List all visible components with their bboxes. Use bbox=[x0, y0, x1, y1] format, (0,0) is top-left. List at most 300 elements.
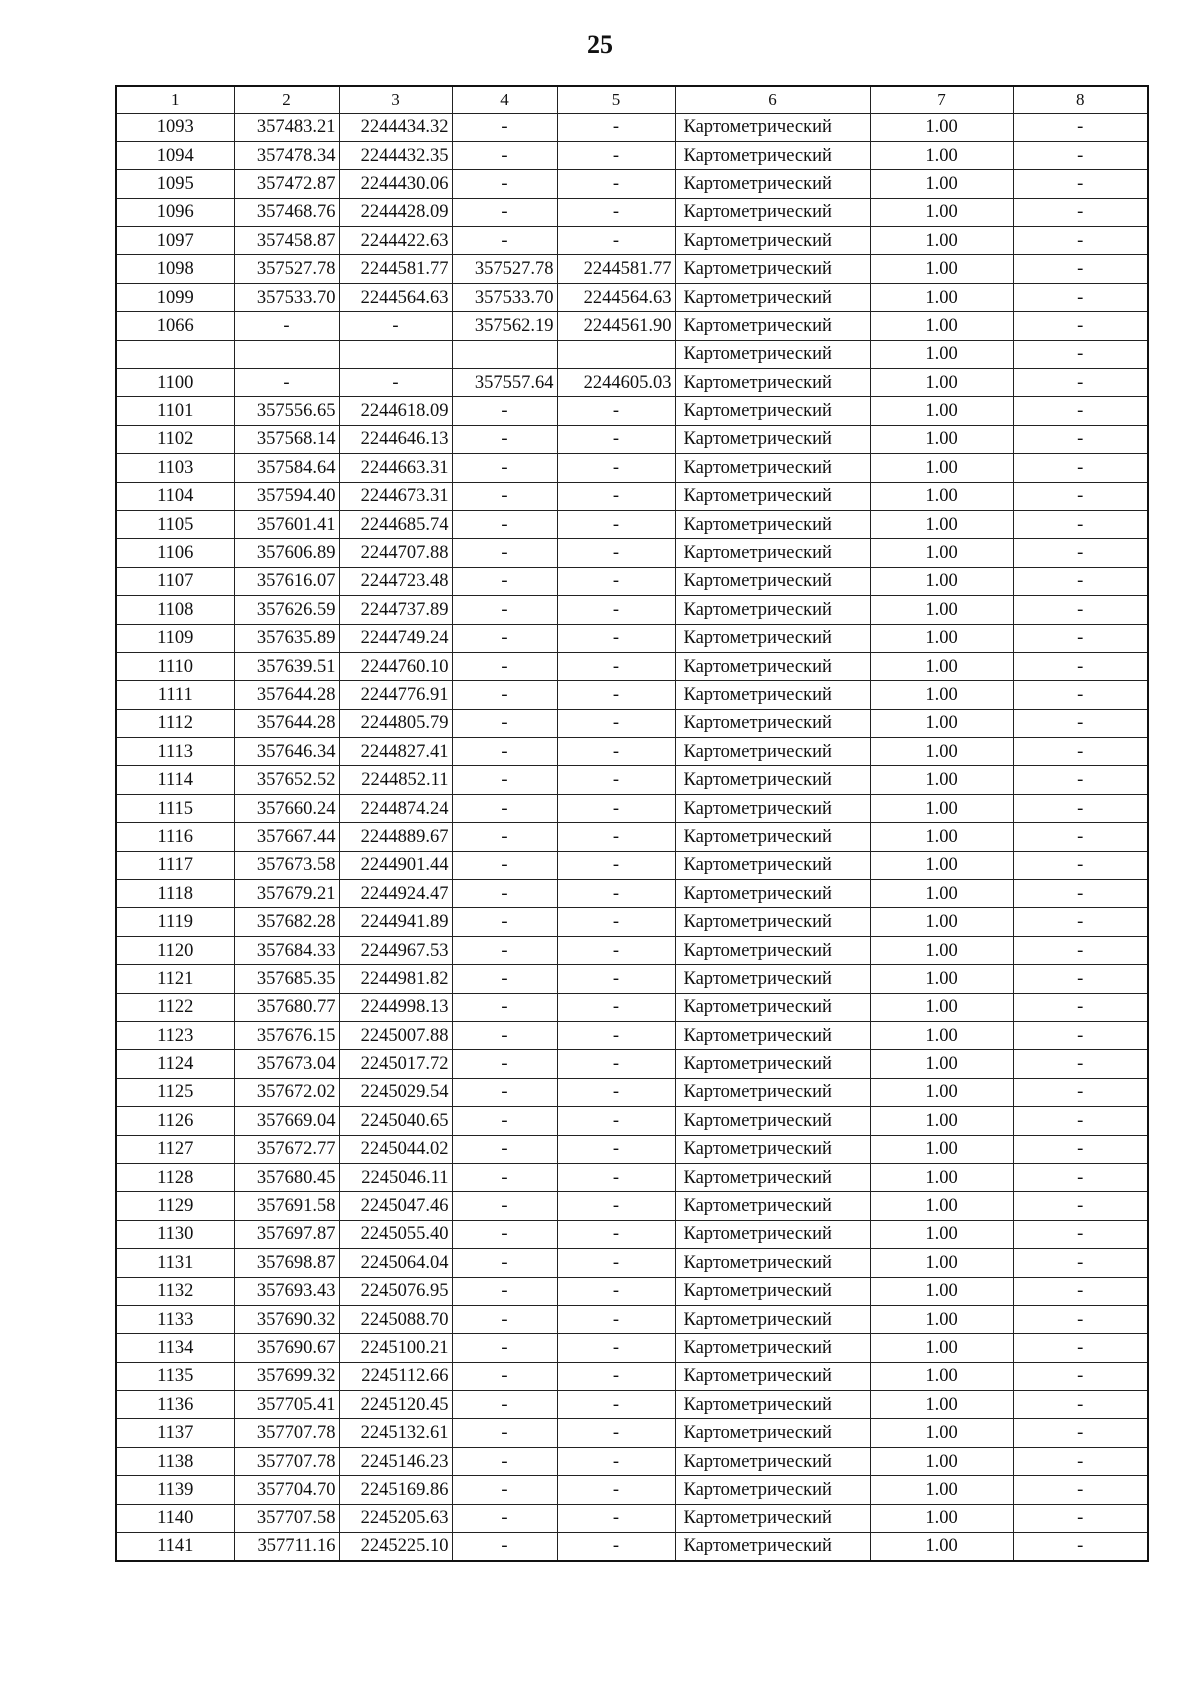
note-cell: - bbox=[1013, 227, 1148, 255]
note-cell: - bbox=[1013, 709, 1148, 737]
table-row bbox=[116, 141, 1148, 169]
y-new-cell: - bbox=[557, 1533, 675, 1561]
method-cell: Картометрический bbox=[675, 1078, 870, 1106]
accuracy-cell: 1.00 bbox=[870, 652, 1013, 680]
accuracy-cell: 1.00 bbox=[870, 510, 1013, 538]
x-cell: 357533.70 bbox=[234, 283, 339, 311]
table-row bbox=[116, 567, 1148, 595]
table-row bbox=[116, 908, 1148, 936]
table-row bbox=[116, 1447, 1148, 1475]
table-row bbox=[116, 880, 1148, 908]
x-new-cell: - bbox=[452, 908, 557, 936]
x-cell: 357699.32 bbox=[234, 1362, 339, 1390]
x-new-cell: - bbox=[452, 624, 557, 652]
note-cell: - bbox=[1013, 425, 1148, 453]
accuracy-cell: 1.00 bbox=[870, 1447, 1013, 1475]
method-cell: Картометрический bbox=[675, 766, 870, 794]
note-cell: - bbox=[1013, 1107, 1148, 1135]
table-row bbox=[116, 113, 1148, 141]
x-new-cell: - bbox=[452, 1050, 557, 1078]
accuracy-cell: 1.00 bbox=[870, 1419, 1013, 1447]
y-new-cell: - bbox=[557, 965, 675, 993]
x-new-cell: - bbox=[452, 794, 557, 822]
table-row bbox=[116, 1277, 1148, 1305]
accuracy-cell: 1.00 bbox=[870, 794, 1013, 822]
y-cell: 2244564.63 bbox=[339, 283, 452, 311]
table-row bbox=[116, 766, 1148, 794]
accuracy-cell: 1.00 bbox=[870, 113, 1013, 141]
y-cell: 2245046.11 bbox=[339, 1163, 452, 1191]
y-new-cell: - bbox=[557, 1305, 675, 1333]
point-number-cell: 1127 bbox=[116, 1135, 234, 1163]
accuracy-cell: 1.00 bbox=[870, 141, 1013, 169]
y-cell: 2244646.13 bbox=[339, 425, 452, 453]
y-new-cell: - bbox=[557, 539, 675, 567]
accuracy-cell: 1.00 bbox=[870, 880, 1013, 908]
method-cell: Картометрический bbox=[675, 851, 870, 879]
y-cell: 2244874.24 bbox=[339, 794, 452, 822]
note-cell: - bbox=[1013, 1334, 1148, 1362]
method-cell: Картометрический bbox=[675, 1305, 870, 1333]
x-new-cell: - bbox=[452, 1419, 557, 1447]
note-cell: - bbox=[1013, 539, 1148, 567]
method-cell: Картометрический bbox=[675, 454, 870, 482]
method-cell: Картометрический bbox=[675, 369, 870, 397]
y-new-cell: - bbox=[557, 880, 675, 908]
method-cell: Картометрический bbox=[675, 1476, 870, 1504]
y-new-cell: - bbox=[557, 227, 675, 255]
table-row bbox=[116, 681, 1148, 709]
y-new-cell: - bbox=[557, 1391, 675, 1419]
method-cell: Картометрический bbox=[675, 1391, 870, 1419]
y-cell: 2244422.63 bbox=[339, 227, 452, 255]
y-new-cell: - bbox=[557, 198, 675, 226]
y-cell: 2244967.53 bbox=[339, 936, 452, 964]
method-cell: Картометрический bbox=[675, 1050, 870, 1078]
y-cell: 2244673.31 bbox=[339, 482, 452, 510]
x-new-cell: - bbox=[452, 851, 557, 879]
accuracy-cell: 1.00 bbox=[870, 1163, 1013, 1191]
x-new-cell: - bbox=[452, 170, 557, 198]
accuracy-cell: 1.00 bbox=[870, 936, 1013, 964]
accuracy-cell: 1.00 bbox=[870, 766, 1013, 794]
y-cell: 2245146.23 bbox=[339, 1447, 452, 1475]
accuracy-cell: 1.00 bbox=[870, 993, 1013, 1021]
x-new-cell: - bbox=[452, 454, 557, 482]
x-new-cell: - bbox=[452, 141, 557, 169]
method-cell: Картометрический bbox=[675, 1504, 870, 1532]
point-number-cell: 1133 bbox=[116, 1305, 234, 1333]
accuracy-cell: 1.00 bbox=[870, 851, 1013, 879]
y-new-cell: - bbox=[557, 425, 675, 453]
accuracy-cell: 1.00 bbox=[870, 1192, 1013, 1220]
column-header-2: 2 bbox=[234, 86, 339, 113]
y-cell: 2244663.31 bbox=[339, 454, 452, 482]
y-new-cell: - bbox=[557, 652, 675, 680]
method-cell: Картометрический bbox=[675, 1334, 870, 1362]
y-new-cell: - bbox=[557, 1277, 675, 1305]
x-cell: 357680.45 bbox=[234, 1163, 339, 1191]
x-new-cell: - bbox=[452, 539, 557, 567]
note-cell: - bbox=[1013, 170, 1148, 198]
y-new-cell: - bbox=[557, 1050, 675, 1078]
x-cell: 357673.04 bbox=[234, 1050, 339, 1078]
method-cell: Картометрический bbox=[675, 340, 870, 368]
x-cell: 357478.34 bbox=[234, 141, 339, 169]
point-number-cell: 1124 bbox=[116, 1050, 234, 1078]
table-row bbox=[116, 1419, 1148, 1447]
x-new-cell: - bbox=[452, 965, 557, 993]
table-row bbox=[116, 965, 1148, 993]
y-new-cell: - bbox=[557, 993, 675, 1021]
note-cell: - bbox=[1013, 1533, 1148, 1561]
note-cell: - bbox=[1013, 454, 1148, 482]
point-number-cell: 1115 bbox=[116, 794, 234, 822]
point-number-cell: 1101 bbox=[116, 397, 234, 425]
table-row bbox=[116, 652, 1148, 680]
point-number-cell: 1103 bbox=[116, 454, 234, 482]
table-row bbox=[116, 1504, 1148, 1532]
y-cell: 2244852.11 bbox=[339, 766, 452, 794]
y-cell: 2245047.46 bbox=[339, 1192, 452, 1220]
x-cell: 357468.76 bbox=[234, 198, 339, 226]
x-cell: 357673.58 bbox=[234, 851, 339, 879]
point-number-cell: 1117 bbox=[116, 851, 234, 879]
point-number-cell: 1113 bbox=[116, 738, 234, 766]
accuracy-cell: 1.00 bbox=[870, 397, 1013, 425]
y-new-cell: - bbox=[557, 141, 675, 169]
y-new-cell: - bbox=[557, 510, 675, 538]
accuracy-cell: 1.00 bbox=[870, 1504, 1013, 1532]
y-new-cell: - bbox=[557, 1476, 675, 1504]
x-new-cell: - bbox=[452, 1362, 557, 1390]
y-cell: 2245055.40 bbox=[339, 1220, 452, 1248]
accuracy-cell: 1.00 bbox=[870, 482, 1013, 510]
note-cell: - bbox=[1013, 823, 1148, 851]
method-cell: Картометрический bbox=[675, 170, 870, 198]
method-cell: Картометрический bbox=[675, 1192, 870, 1220]
x-new-cell: - bbox=[452, 738, 557, 766]
y-new-cell: - bbox=[557, 1447, 675, 1475]
note-cell: - bbox=[1013, 1022, 1148, 1050]
x-cell: 357644.28 bbox=[234, 709, 339, 737]
table-row bbox=[116, 312, 1148, 340]
x-cell: 357680.77 bbox=[234, 993, 339, 1021]
method-cell: Картометрический bbox=[675, 1447, 870, 1475]
x-cell: - bbox=[234, 312, 339, 340]
method-cell: Картометрический bbox=[675, 1249, 870, 1277]
y-cell: 2244432.35 bbox=[339, 141, 452, 169]
note-cell: - bbox=[1013, 1305, 1148, 1333]
point-number-cell: 1111 bbox=[116, 681, 234, 709]
y-new-cell: 2244561.90 bbox=[557, 312, 675, 340]
y-cell: 2245120.45 bbox=[339, 1391, 452, 1419]
x-cell: 357705.41 bbox=[234, 1391, 339, 1419]
accuracy-cell: 1.00 bbox=[870, 596, 1013, 624]
x-cell: 357652.52 bbox=[234, 766, 339, 794]
x-new-cell: - bbox=[452, 1022, 557, 1050]
x-cell: 357527.78 bbox=[234, 255, 339, 283]
point-number-cell: 1140 bbox=[116, 1504, 234, 1532]
note-cell: - bbox=[1013, 1277, 1148, 1305]
x-new-cell: - bbox=[452, 198, 557, 226]
x-cell: 357483.21 bbox=[234, 113, 339, 141]
note-cell: - bbox=[1013, 1391, 1148, 1419]
table-row bbox=[116, 397, 1148, 425]
point-number-cell: 1141 bbox=[116, 1533, 234, 1561]
note-cell: - bbox=[1013, 340, 1148, 368]
method-cell: Картометрический bbox=[675, 624, 870, 652]
accuracy-cell: 1.00 bbox=[870, 1249, 1013, 1277]
y-new-cell: - bbox=[557, 1249, 675, 1277]
accuracy-cell: 1.00 bbox=[870, 1277, 1013, 1305]
accuracy-cell: 1.00 bbox=[870, 738, 1013, 766]
note-cell: - bbox=[1013, 1447, 1148, 1475]
note-cell: - bbox=[1013, 1192, 1148, 1220]
x-new-cell: 357562.19 bbox=[452, 312, 557, 340]
x-cell: - bbox=[234, 369, 339, 397]
point-number-cell: 1123 bbox=[116, 1022, 234, 1050]
y-cell: 2245225.10 bbox=[339, 1533, 452, 1561]
table-header bbox=[116, 86, 1148, 113]
y-cell: 2245205.63 bbox=[339, 1504, 452, 1532]
table-row bbox=[116, 1022, 1148, 1050]
x-cell: 357690.67 bbox=[234, 1334, 339, 1362]
accuracy-cell: 1.00 bbox=[870, 1305, 1013, 1333]
method-cell: Картометрический bbox=[675, 1533, 870, 1561]
x-new-cell: 357527.78 bbox=[452, 255, 557, 283]
method-cell: Картометрический bbox=[675, 993, 870, 1021]
accuracy-cell: 1.00 bbox=[870, 1220, 1013, 1248]
accuracy-cell: 1.00 bbox=[870, 965, 1013, 993]
x-new-cell: - bbox=[452, 993, 557, 1021]
method-cell: Картометрический bbox=[675, 1419, 870, 1447]
method-cell: Картометрический bbox=[675, 1107, 870, 1135]
point-number-cell: 1138 bbox=[116, 1447, 234, 1475]
point-number-cell: 1139 bbox=[116, 1476, 234, 1504]
x-cell: 357584.64 bbox=[234, 454, 339, 482]
y-cell: 2244827.41 bbox=[339, 738, 452, 766]
x-cell: 357711.16 bbox=[234, 1533, 339, 1561]
x-cell: 357704.70 bbox=[234, 1476, 339, 1504]
note-cell: - bbox=[1013, 1135, 1148, 1163]
x-new-cell: - bbox=[452, 1391, 557, 1419]
column-header-6: 6 bbox=[675, 86, 870, 113]
method-cell: Картометрический bbox=[675, 397, 870, 425]
point-number-cell: 1102 bbox=[116, 425, 234, 453]
x-new-cell: - bbox=[452, 1504, 557, 1532]
x-new-cell: - bbox=[452, 766, 557, 794]
note-cell: - bbox=[1013, 993, 1148, 1021]
point-number-cell: 1104 bbox=[116, 482, 234, 510]
table-row bbox=[116, 709, 1148, 737]
table-row bbox=[116, 1334, 1148, 1362]
x-cell: 357601.41 bbox=[234, 510, 339, 538]
accuracy-cell: 1.00 bbox=[870, 1362, 1013, 1390]
accuracy-cell: 1.00 bbox=[870, 908, 1013, 936]
accuracy-cell: 1.00 bbox=[870, 1078, 1013, 1106]
table-row bbox=[116, 454, 1148, 482]
note-cell: - bbox=[1013, 596, 1148, 624]
y-new-cell: 2244605.03 bbox=[557, 369, 675, 397]
point-number-cell: 1094 bbox=[116, 141, 234, 169]
x-cell: 357690.32 bbox=[234, 1305, 339, 1333]
accuracy-cell: 1.00 bbox=[870, 425, 1013, 453]
accuracy-cell: 1.00 bbox=[870, 369, 1013, 397]
x-cell: 357616.07 bbox=[234, 567, 339, 595]
y-cell: 2244581.77 bbox=[339, 255, 452, 283]
table-row bbox=[116, 1050, 1148, 1078]
x-new-cell: - bbox=[452, 652, 557, 680]
accuracy-cell: 1.00 bbox=[870, 567, 1013, 595]
table-row bbox=[116, 283, 1148, 311]
y-new-cell: - bbox=[557, 823, 675, 851]
y-new-cell: - bbox=[557, 1078, 675, 1106]
x-cell: 357707.58 bbox=[234, 1504, 339, 1532]
method-cell: Картометрический bbox=[675, 283, 870, 311]
x-new-cell: - bbox=[452, 1476, 557, 1504]
y-cell: 2244707.88 bbox=[339, 539, 452, 567]
column-header-1: 1 bbox=[116, 86, 234, 113]
y-cell: 2245088.70 bbox=[339, 1305, 452, 1333]
table-row bbox=[116, 596, 1148, 624]
y-cell: 2245169.86 bbox=[339, 1476, 452, 1504]
x-new-cell bbox=[452, 340, 557, 368]
x-new-cell: - bbox=[452, 681, 557, 709]
y-new-cell: - bbox=[557, 397, 675, 425]
y-cell: 2244428.09 bbox=[339, 198, 452, 226]
x-cell: 357682.28 bbox=[234, 908, 339, 936]
x-new-cell: - bbox=[452, 709, 557, 737]
note-cell: - bbox=[1013, 652, 1148, 680]
table-row bbox=[116, 1476, 1148, 1504]
x-cell: 357679.21 bbox=[234, 880, 339, 908]
point-number-cell: 1128 bbox=[116, 1163, 234, 1191]
accuracy-cell: 1.00 bbox=[870, 454, 1013, 482]
y-cell: 2245017.72 bbox=[339, 1050, 452, 1078]
point-number-cell: 1093 bbox=[116, 113, 234, 141]
table-row bbox=[116, 1220, 1148, 1248]
point-number-cell: 1122 bbox=[116, 993, 234, 1021]
x-new-cell: - bbox=[452, 880, 557, 908]
method-cell: Картометрический bbox=[675, 255, 870, 283]
accuracy-cell: 1.00 bbox=[870, 709, 1013, 737]
y-cell: 2244685.74 bbox=[339, 510, 452, 538]
note-cell: - bbox=[1013, 908, 1148, 936]
point-number-cell: 1106 bbox=[116, 539, 234, 567]
method-cell: Картометрический bbox=[675, 596, 870, 624]
accuracy-cell: 1.00 bbox=[870, 1533, 1013, 1561]
accuracy-cell: 1.00 bbox=[870, 227, 1013, 255]
note-cell: - bbox=[1013, 482, 1148, 510]
y-new-cell: 2244581.77 bbox=[557, 255, 675, 283]
x-new-cell: - bbox=[452, 1078, 557, 1106]
point-number-cell bbox=[116, 340, 234, 368]
x-new-cell: - bbox=[452, 1163, 557, 1191]
table-row bbox=[116, 227, 1148, 255]
method-cell: Картометрический bbox=[675, 965, 870, 993]
table-row bbox=[116, 170, 1148, 198]
point-number-cell: 1119 bbox=[116, 908, 234, 936]
table-row bbox=[116, 936, 1148, 964]
x-new-cell: - bbox=[452, 482, 557, 510]
y-new-cell: - bbox=[557, 596, 675, 624]
point-number-cell: 1136 bbox=[116, 1391, 234, 1419]
page-number: 25 bbox=[587, 30, 613, 59]
x-cell: 357672.02 bbox=[234, 1078, 339, 1106]
x-new-cell: - bbox=[452, 1533, 557, 1561]
accuracy-cell: 1.00 bbox=[870, 823, 1013, 851]
method-cell: Картометрический bbox=[675, 1362, 870, 1390]
method-cell: Картометрический bbox=[675, 1220, 870, 1248]
point-number-cell: 1097 bbox=[116, 227, 234, 255]
y-new-cell: - bbox=[557, 624, 675, 652]
point-number-cell: 1066 bbox=[116, 312, 234, 340]
y-cell: 2245064.04 bbox=[339, 1249, 452, 1277]
y-cell: 2245040.65 bbox=[339, 1107, 452, 1135]
table-row bbox=[116, 1391, 1148, 1419]
note-cell: - bbox=[1013, 255, 1148, 283]
x-cell bbox=[234, 340, 339, 368]
method-cell: Картометрический bbox=[675, 1022, 870, 1050]
x-cell: 357626.59 bbox=[234, 596, 339, 624]
table-row bbox=[116, 198, 1148, 226]
method-cell: Картометрический bbox=[675, 1277, 870, 1305]
note-cell: - bbox=[1013, 1078, 1148, 1106]
y-new-cell: - bbox=[557, 1163, 675, 1191]
column-header-7: 7 bbox=[870, 86, 1013, 113]
table-row bbox=[116, 1163, 1148, 1191]
x-new-cell: 357533.70 bbox=[452, 283, 557, 311]
point-number-cell: 1135 bbox=[116, 1362, 234, 1390]
method-cell: Картометрический bbox=[675, 681, 870, 709]
y-new-cell bbox=[557, 340, 675, 368]
table-row bbox=[116, 1107, 1148, 1135]
y-cell: 2245029.54 bbox=[339, 1078, 452, 1106]
x-cell: 357556.65 bbox=[234, 397, 339, 425]
note-cell: - bbox=[1013, 1050, 1148, 1078]
note-cell: - bbox=[1013, 141, 1148, 169]
note-cell: - bbox=[1013, 397, 1148, 425]
method-cell: Картометрический bbox=[675, 539, 870, 567]
note-cell: - bbox=[1013, 936, 1148, 964]
column-header-5: 5 bbox=[557, 86, 675, 113]
point-number-cell: 1112 bbox=[116, 709, 234, 737]
y-new-cell: - bbox=[557, 1334, 675, 1362]
accuracy-cell: 1.00 bbox=[870, 624, 1013, 652]
table-row bbox=[116, 794, 1148, 822]
y-cell: 2244981.82 bbox=[339, 965, 452, 993]
note-cell: - bbox=[1013, 510, 1148, 538]
x-cell: 357644.28 bbox=[234, 681, 339, 709]
point-number-cell: 1118 bbox=[116, 880, 234, 908]
y-cell: 2244776.91 bbox=[339, 681, 452, 709]
x-cell: 357606.89 bbox=[234, 539, 339, 567]
y-cell: 2245132.61 bbox=[339, 1419, 452, 1447]
header-row bbox=[116, 86, 1148, 113]
table-row bbox=[116, 1362, 1148, 1390]
table-row bbox=[116, 1533, 1148, 1561]
method-cell: Картометрический bbox=[675, 567, 870, 595]
point-number-cell: 1129 bbox=[116, 1192, 234, 1220]
table-row bbox=[116, 1135, 1148, 1163]
y-new-cell: - bbox=[557, 482, 675, 510]
accuracy-cell: 1.00 bbox=[870, 170, 1013, 198]
x-new-cell: - bbox=[452, 425, 557, 453]
accuracy-cell: 1.00 bbox=[870, 340, 1013, 368]
y-cell: 2244998.13 bbox=[339, 993, 452, 1021]
method-cell: Картометрический bbox=[675, 113, 870, 141]
